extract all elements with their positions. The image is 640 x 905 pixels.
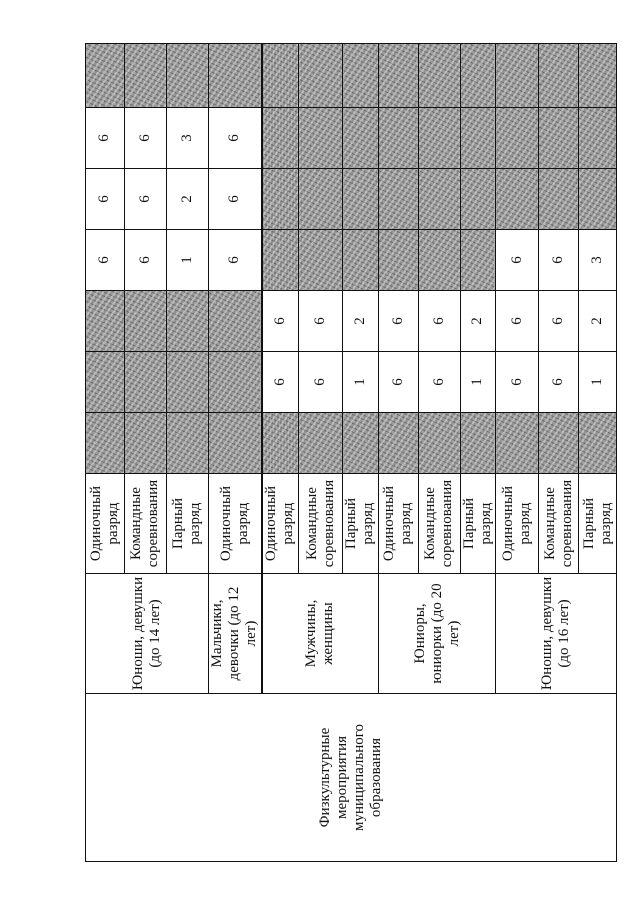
discipline-cell: Одиночный разряд: [262, 474, 299, 574]
shaded-cell: [378, 44, 418, 108]
shaded-cell: [378, 108, 418, 169]
table-row: [86, 44, 125, 862]
discipline-cell: Командные соревнования: [539, 474, 579, 574]
age-group-cell: Мужчины, женщины: [262, 574, 379, 694]
shaded-cell: [166, 291, 208, 352]
shaded-cell: [579, 169, 617, 230]
shaded-cell: [460, 169, 496, 230]
value-cell: 6: [124, 230, 166, 291]
value-cell: 1: [460, 352, 496, 413]
shaded-cell: [208, 352, 262, 413]
shaded-cell: [262, 413, 299, 474]
shaded-cell: [124, 44, 166, 108]
discipline-cell: Парный разряд: [460, 474, 496, 574]
shaded-cell: [378, 169, 418, 230]
shaded-cell: [124, 291, 166, 352]
shaded-cell: [208, 44, 262, 108]
value-cell: 6: [208, 169, 262, 230]
value-cell: 6: [262, 352, 299, 413]
shaded-cell: [460, 230, 496, 291]
shaded-cell: [460, 108, 496, 169]
value-cell: 2: [343, 291, 379, 352]
value-cell: 6: [496, 230, 539, 291]
shaded-cell: [124, 413, 166, 474]
value-cell: 6: [539, 291, 579, 352]
shaded-cell: [166, 352, 208, 413]
value-cell: 6: [86, 108, 125, 169]
value-cell: 3: [166, 108, 208, 169]
value-cell: 6: [418, 291, 460, 352]
value-cell: 6: [124, 169, 166, 230]
age-group-cell: Мальчики, девочки (до 12 лет): [208, 574, 262, 694]
shaded-cell: [460, 44, 496, 108]
shaded-cell: [343, 108, 379, 169]
shaded-cell: [343, 413, 379, 474]
shaded-cell: [86, 413, 125, 474]
shaded-cell: [378, 413, 418, 474]
shaded-cell: [299, 108, 343, 169]
event-name-cell: Физкультурные мероприятия муниципального образования: [86, 694, 617, 862]
value-cell: 6: [539, 352, 579, 413]
shaded-cell: [343, 230, 379, 291]
value-cell: 3: [579, 230, 617, 291]
shaded-cell: [299, 169, 343, 230]
discipline-cell: Командные соревнования: [299, 474, 343, 574]
value-cell: 6: [299, 352, 343, 413]
value-cell: 1: [166, 230, 208, 291]
shaded-cell: [86, 44, 125, 108]
shaded-cell: [378, 230, 418, 291]
shaded-cell: [299, 413, 343, 474]
shaded-cell: [496, 108, 539, 169]
shaded-cell: [208, 413, 262, 474]
shaded-cell: [262, 169, 299, 230]
shaded-cell: [539, 413, 579, 474]
age-group-cell: Юноши, девушки (до 14 лет): [86, 574, 209, 694]
shaded-cell: [460, 413, 496, 474]
shaded-cell: [496, 169, 539, 230]
value-cell: 2: [166, 169, 208, 230]
shaded-cell: [418, 413, 460, 474]
shaded-cell: [579, 108, 617, 169]
shaded-cell: [418, 169, 460, 230]
shaded-cell: [124, 352, 166, 413]
shaded-cell: [343, 44, 379, 108]
value-cell: 6: [496, 352, 539, 413]
discipline-cell: Одиночный разряд: [208, 474, 262, 574]
table-body: [86, 44, 617, 862]
value-cell: 6: [378, 352, 418, 413]
shaded-cell: [166, 413, 208, 474]
shaded-cell: [539, 44, 579, 108]
shaded-cell: [299, 230, 343, 291]
rotated-table-wrapper: [85, 44, 617, 862]
value-cell: 6: [86, 169, 125, 230]
value-cell: 1: [343, 352, 379, 413]
value-cell: 1: [579, 352, 617, 413]
discipline-cell: Одиночный разряд: [496, 474, 539, 574]
shaded-cell: [539, 169, 579, 230]
shaded-cell: [539, 108, 579, 169]
shaded-cell: [262, 230, 299, 291]
value-cell: 6: [86, 230, 125, 291]
value-cell: 6: [418, 352, 460, 413]
discipline-cell: Парный разряд: [579, 474, 617, 574]
shaded-cell: [418, 108, 460, 169]
shaded-cell: [208, 291, 262, 352]
discipline-cell: Одиночный разряд: [378, 474, 418, 574]
shaded-cell: [496, 44, 539, 108]
shaded-cell: [262, 44, 299, 108]
shaded-cell: [299, 44, 343, 108]
shaded-cell: [579, 44, 617, 108]
value-cell: 6: [208, 108, 262, 169]
discipline-cell: Командные соревнования: [124, 474, 166, 574]
age-group-cell: Юниоры, юниорки (до 20 лет): [378, 574, 496, 694]
shaded-cell: [86, 291, 125, 352]
shaded-cell: [418, 44, 460, 108]
value-cell: 6: [539, 230, 579, 291]
shaded-cell: [579, 413, 617, 474]
competition-table: [85, 43, 617, 862]
value-cell: 6: [299, 291, 343, 352]
value-cell: 6: [378, 291, 418, 352]
value-cell: 6: [262, 291, 299, 352]
value-cell: 2: [579, 291, 617, 352]
value-cell: 6: [208, 230, 262, 291]
shaded-cell: [418, 230, 460, 291]
value-cell: 2: [460, 291, 496, 352]
discipline-cell: Командные соревнования: [418, 474, 460, 574]
discipline-cell: Парный разряд: [166, 474, 208, 574]
discipline-cell: Одиночный разряд: [86, 474, 125, 574]
shaded-cell: [166, 44, 208, 108]
shaded-cell: [86, 352, 125, 413]
shaded-cell: [262, 108, 299, 169]
value-cell: 6: [496, 291, 539, 352]
discipline-cell: Парный разряд: [343, 474, 379, 574]
value-cell: 6: [124, 108, 166, 169]
age-group-cell: Юноши, девушки (до 16 лет): [496, 574, 617, 694]
shaded-cell: [496, 413, 539, 474]
shaded-cell: [343, 169, 379, 230]
